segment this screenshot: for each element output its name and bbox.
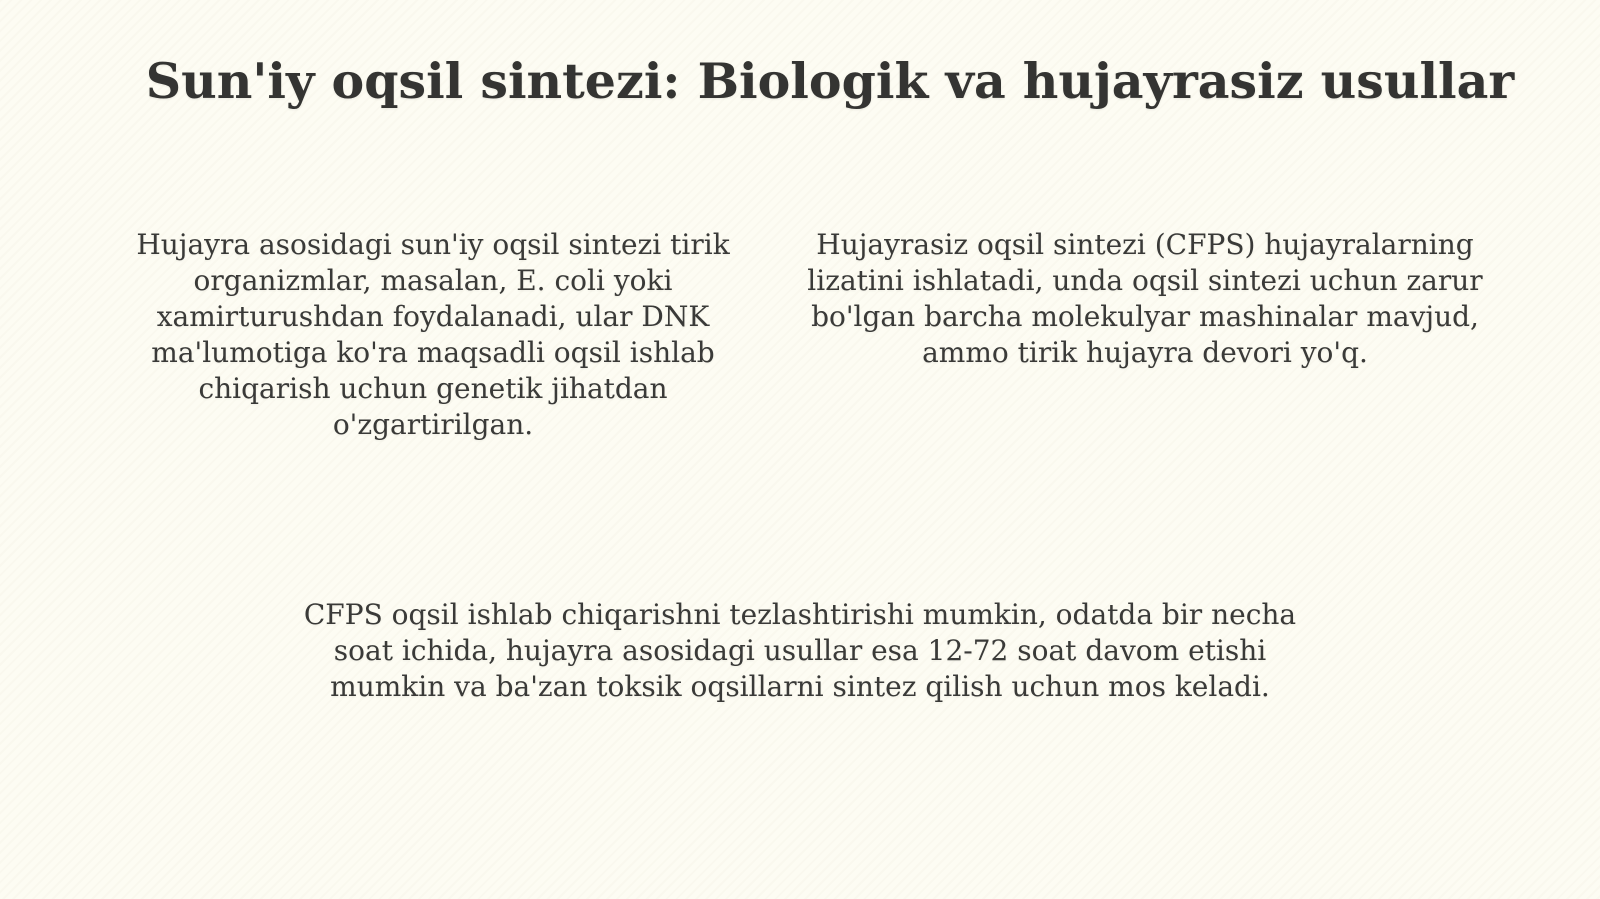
left-paragraph: Hujayra asosidagi sun'iy oqsil sintezi tirik organizmlar, masalan, E. coli yoki xamirturushdan foydalanadi, ular DNK ma'lumotiga ko'ra maqsadli oqsil ishlab chiqarish uchun genetik jihatdan o'zgartirilgan. (136, 228, 730, 441)
right-paragraph: Hujayrasiz oqsil sintezi (CFPS) hujayralarning lizatini ishlatadi, unda oqsil sintezi uchun zarur bo'lgan barcha molekulyar mashinalar mavjud, ammo tirik hujayra devori yo'q. (807, 228, 1483, 369)
slide-title: Sun'iy oqsil sintezi: Biologik va hujayrasiz usullar (145, 52, 1515, 110)
bottom-paragraph: CFPS oqsil ishlab chiqarishni tezlashtirishi mumkin, odatda bir necha soat ichida, hujayra asosidagi usullar esa 12-72 soat davom etishi mumkin va ba'zan toksik oqsillarni sintez qilish uchun mos keladi. (303, 598, 1297, 703)
